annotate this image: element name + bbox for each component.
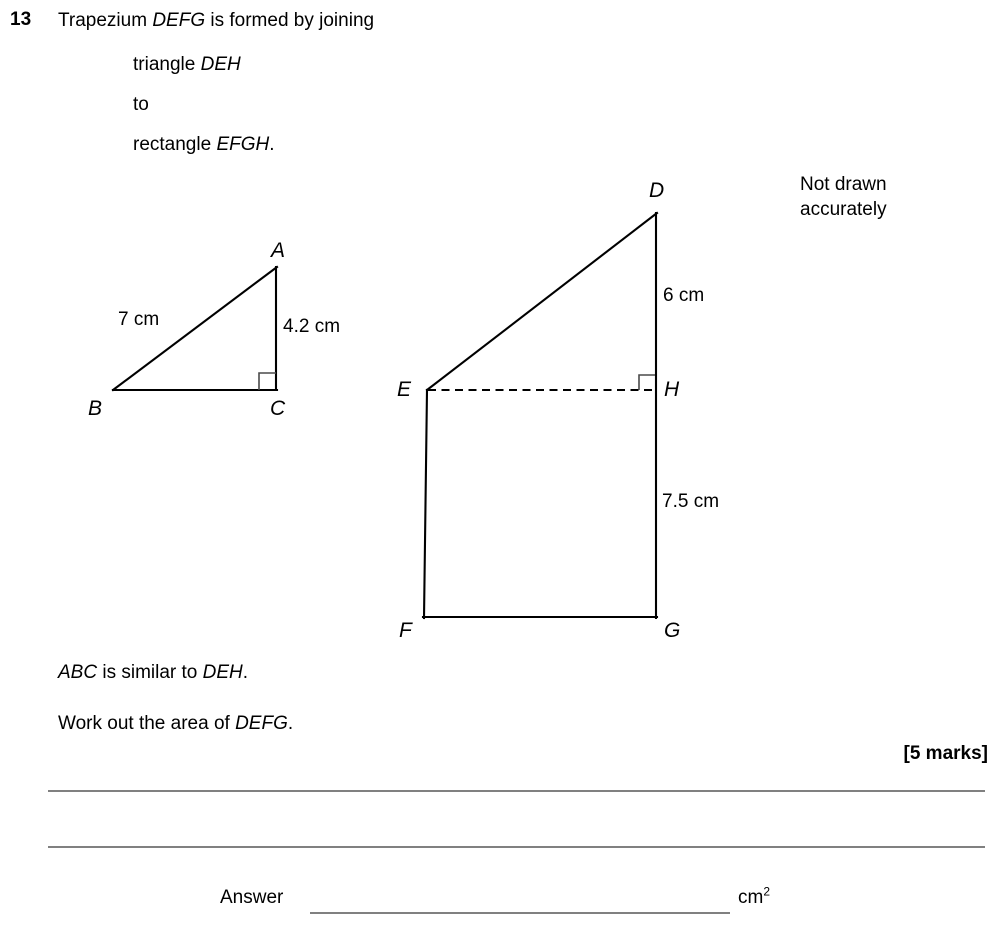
vertex-label-b: B <box>88 397 103 420</box>
vertex-label-g: G <box>664 619 681 642</box>
task-statement <box>58 714 293 733</box>
vertex-label-h: H <box>664 378 680 401</box>
measure-label-ba: 7 cm <box>118 309 160 330</box>
shape-name-deh: DEH <box>200 54 241 75</box>
shape-name-deh-2: DEH <box>202 662 243 683</box>
vertex-label-a: A <box>271 239 286 262</box>
not-drawn-line-2: accurately <box>800 199 887 220</box>
stem-text: . <box>269 134 275 155</box>
not-drawn-accurately-note <box>800 172 887 222</box>
question-number: 13 <box>10 9 32 30</box>
question-stem-line-2 <box>133 55 241 74</box>
answer-input-line[interactable] <box>310 912 730 914</box>
question-stem-line-4 <box>133 135 275 154</box>
question-stem-line-1 <box>58 11 374 30</box>
statement-text: . <box>287 713 294 734</box>
working-line-1[interactable] <box>48 790 985 792</box>
statement-text: Work out the area of <box>58 713 236 734</box>
right-angle-mark-c <box>259 373 276 390</box>
right-angle-mark-h <box>639 375 655 390</box>
question-stem-line-3 <box>133 95 149 114</box>
measure-label-dh: 6 cm <box>663 285 705 306</box>
answer-units-text: cm <box>738 887 764 908</box>
measure-label-hg: 7.5 cm <box>662 491 720 512</box>
answer-units-exponent: 2 <box>763 884 771 899</box>
shape-name-defg: DEFG <box>152 10 206 31</box>
statement-text: . <box>242 662 249 683</box>
stem-text: is formed by joining <box>205 10 375 31</box>
vertex-label-d: D <box>649 179 665 202</box>
shape-name-efgh: EFGH <box>216 134 270 155</box>
stem-text: Trapezium <box>58 10 153 31</box>
answer-row <box>220 886 820 926</box>
answer-label: Answer <box>220 887 284 908</box>
stem-text: rectangle <box>133 134 217 155</box>
vertex-label-f: F <box>399 619 412 642</box>
stem-text: triangle <box>133 54 201 75</box>
answer-units <box>738 884 771 908</box>
statement-text: is similar to <box>97 662 203 683</box>
vertex-label-e: E <box>397 378 412 401</box>
similarity-statement <box>58 663 248 682</box>
marks-label: [5 marks] <box>903 743 988 764</box>
shape-name-abc: ABC <box>58 662 98 683</box>
trapezium-defg-shape <box>423 213 657 618</box>
not-drawn-line-1: Not drawn <box>800 174 887 195</box>
measure-label-ac: 4.2 cm <box>283 316 341 337</box>
working-line-2[interactable] <box>48 846 985 848</box>
vertex-label-c: C <box>270 397 286 420</box>
shape-name-defg-2: DEFG <box>235 713 288 734</box>
stem-text: to <box>133 94 149 115</box>
